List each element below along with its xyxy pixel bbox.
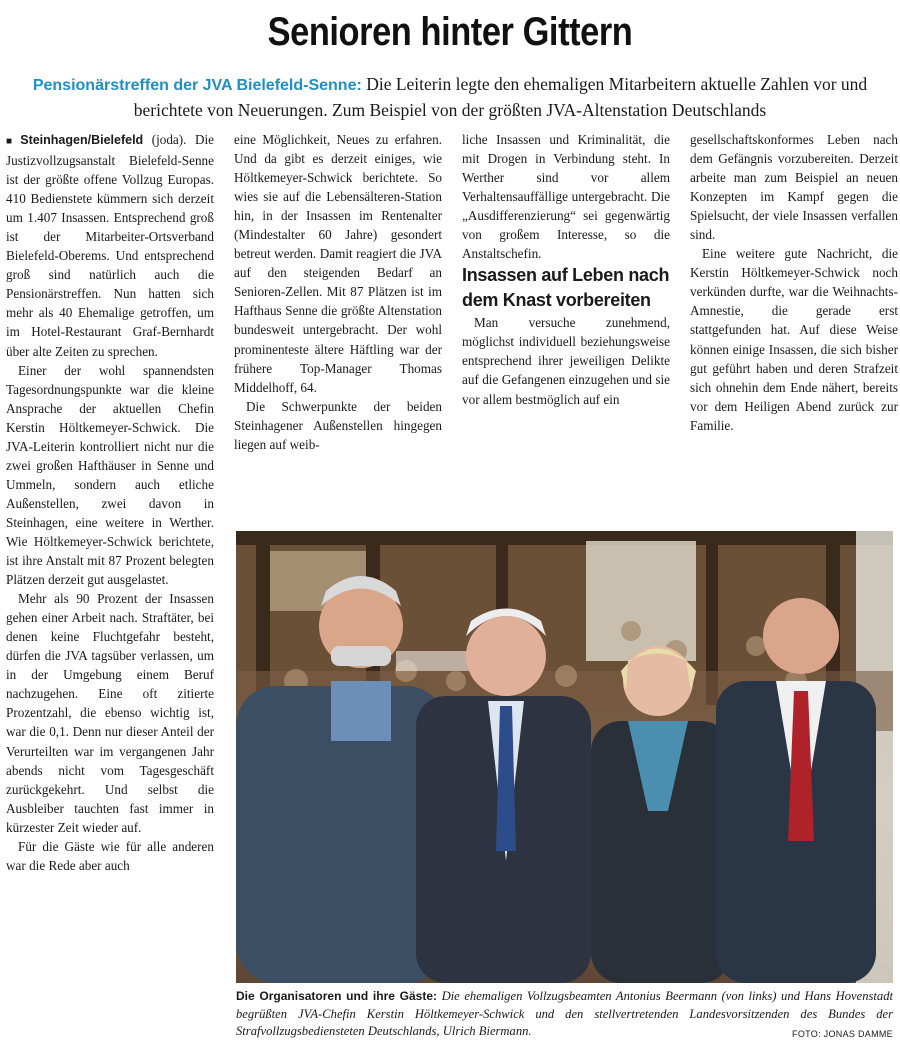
dateline: ■ Steinhagen/Bielefeld [6, 133, 143, 147]
caption-lead: Die Organisatoren und ihre Gäste: [236, 989, 438, 1003]
headline: Senioren hinter Gittern [267, 10, 633, 54]
column-4 [690, 130, 898, 435]
paragraph-text: (joda). Die Justizvollzugsanstalt Bielefeld-Senne ist der größte offene Vollzug Europas. 410 Bedienstete kümmern sich derzeit um 1.407 Insassen. Entsprechend groß ist der Mitarbeiter-Ortsverband Bielefeld-Oberems. Und entsprechend groß sind natürlich auch die Pensionärstreffen. Nun hatten sich mehr als 40 Ehemalige getroffen, um im Hotel-Restaurant Graf-Bernhardt über alte Zeiten zu sprechen. [6, 132, 215, 359]
caption-text: Die ehemaligen Vollzugsbeamten Antonius Beermann (von links) und Hans Hovenstadt begrüßten JVA-Chefin Kerstin Höltkemeyer-Schwick und den stellvertretenden Landesvorsitzenden des Bundes der Strafvollzugsbediensteten Deutschlands, Ulrich Biermann. [236, 989, 893, 1038]
column-3 [462, 130, 670, 409]
paragraph: Eine weitere gute Nachricht, die Kerstin Höltkemeyer-Schwick noch verkünden durfte, war die Weihnachts-Amnestie, die gerade erst stattgefunden hat. Auf diese Weise können einige Insassen, die sich bisher gut geführt haben und deren Strafzeit sich ohnehin dem Ende nähert, bereits vor dem Heiligen Abend zurück zur Familie. [690, 246, 898, 433]
paragraph: liche Insassen und Kriminalität, die mit Drogen in Verbindung steht. In Werther sind vor allem Verhaltensauffällige untergebracht. Die „Ausdifferenzierung“ sei gegenwärtig von großem Interesse, so die Anstaltschefin. [462, 132, 670, 262]
paragraph: Für die Gäste wie für alle anderen war die Rede aber auch [6, 838, 214, 873]
photo-caption [236, 988, 893, 1044]
group-photo [236, 531, 893, 983]
photo-credit: FOTO: JONAS DAMME [792, 1029, 893, 1039]
column-2 [234, 130, 442, 454]
paragraph: Man versuche zunehmend, möglichst individuell beziehungsweise entsprechend ihrer jeweiligen Delikte auf die Gefangenen einzugehen und sie vor allem bestmöglich auf ein [462, 315, 670, 407]
paragraph: Einer der wohl spannendsten Tagesordnungspunkte war die kleine Ansprache der aktuellen Chefin Kerstin Höltkemeyer-Schwick. Die JVA-Leiterin kontrolliert nicht nur die zwei großen Hafthäuser in Senne und Ummeln, sondern auch etliche Außenstellen, zwei davon in Steinhagen, eine weitere in Werther. Wie Höltkemeyer-Schwick berichtete, ist ihre Anstalt mit 87 Prozent belegten Plätzen derzeit gut ausgelastet. [6, 362, 214, 588]
subhead [8, 72, 892, 123]
interheadline: Insassen auf Leben nach dem Knast vorbereiten [462, 265, 670, 311]
paragraph: eine Möglichkeit, Neues zu erfahren. Und da gibt es derzeit einiges, wie Höltkemeyer-Schwick berichtete. So wies sie auf die Lebensälteren-Station hin, in der Insassen im Rentenalter (Mindestalter 60 Jahre) gesondert betreut werden. Damit reagiert die JVA auf den steigenden Bedarf an Senioren-Zellen. Mit 87 Plätzen ist im Hafthaus Senne die größte Altenstation bundesweit untergebracht. Der wohl prominenteste ältere Häftling war der frühere Top-Manager Thomas Middelhoff, 64. [234, 132, 442, 395]
photo-illustration [236, 531, 893, 983]
column-1 [6, 130, 214, 875]
paragraph: Die Schwerpunkte der beiden Steinhagener Außenstellen hingegen liegen auf weib- [234, 398, 442, 452]
paragraph [6, 130, 214, 361]
kicker: Pensionärstreffen der JVA Bielefeld-Senne: [32, 77, 362, 94]
subhead-text: Die Leiterin legte den ehemaligen Mitarbeitern aktuelle Zahlen vor und berichtete von Neuerungen. Zum Beispiel von der größten JVA-Altenstation Deutschlands [133, 74, 868, 120]
paragraph: gesellschaftskonformes Leben nach dem Gefängnis vorzubereiten. Derzeit arbeite man zum Beispiel an neuen Konzepten im Kampf gegen die Spielsucht, der viele Insassen verfallen sind. [690, 132, 898, 243]
paragraph: Mehr als 90 Prozent der Insassen gehen einer Arbeit nach. Straftäter, bei denen keine Fluchtgefahr besteht, dürfen die JVA tagsüber verlassen, um in der Umgebung einem Beruf nachzugehen. Eine oft zitierte Prozentzahl, die ebenso wichtig ist, war die 0,1. Denn nur dieser Anteil der Verurteilten war im vergangenen Jahr abends nicht vom Tagesgeschäft zurückgekehrt. Und selbst die Ausbleiber tauchten fast immer in kürzester Zeit wieder auf. [6, 591, 214, 835]
